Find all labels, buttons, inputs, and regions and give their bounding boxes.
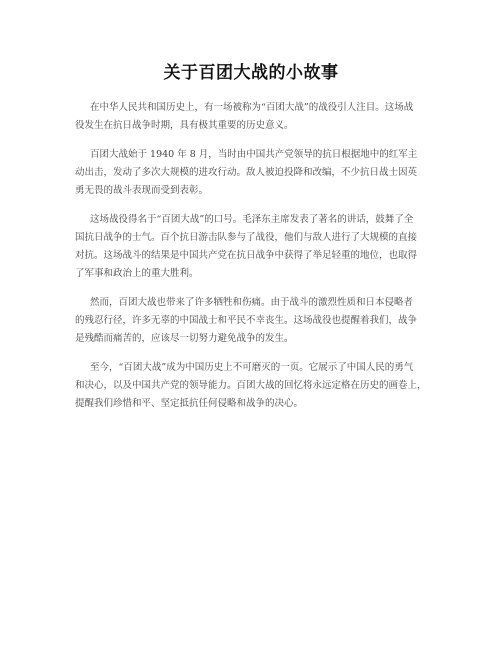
paragraph-1 xyxy=(75,99,435,135)
paragraph-line: 至今，“百团大战”成为中国历史上不可磨灭的一页。它展示了中国人民的勇气 xyxy=(90,362,414,373)
paragraph-line: 这场战役得名于“百团大战”的口号。毛泽东主席发表了著名的讲话，鼓舞了全 xyxy=(90,214,414,225)
paragraph-line: 国抗日战争的士气。百个抗日游击队参与了战役，他们与敌人进行了大规模的直接 xyxy=(75,232,418,243)
paragraph-line: 百团大战始于 1940 年 8 月，当时由中国共产党领导的抗日根据地中的红军主 xyxy=(90,149,418,160)
paragraph-line: 对抗。这场战斗的结果是中国共产党在抗日战争中获得了举足轻重的地位，也取得 xyxy=(75,250,418,261)
paragraph-line: 役发生在抗日战争时期，具有极其重要的历史意义。 xyxy=(75,120,294,131)
paragraph-line: 提醒我们珍惜和平、坚定抵抗任何侵略和战争的决心。 xyxy=(75,398,304,409)
paragraph-5 xyxy=(75,359,435,413)
paragraph-line: 是残酷而痛苦的，应该尽一切努力避免战争的发生。 xyxy=(75,333,294,344)
paragraph-2 xyxy=(75,146,435,200)
paragraph-line: 在中华人民共和国历史上，有一场被称为“百团大战”的战役引人注目。这场战 xyxy=(90,102,414,113)
document-body xyxy=(75,99,435,424)
paragraph-line: 然而，百团大战也带来了许多牺牲和伤痛。由于战斗的激烈性质和日本侵略者 xyxy=(90,297,414,308)
paragraph-4 xyxy=(75,294,435,348)
paragraph-line: 了军事和政治上的重大胜利。 xyxy=(75,268,199,279)
document-title: 关于百团大战的小故事 xyxy=(163,63,339,83)
paragraph-line: 的残忍行径，许多无辜的中国战士和平民不幸丧生。这场战役也提醒着我们，战争 xyxy=(75,315,418,326)
paragraph-line: 勇无畏的战斗表现而受到表彰。 xyxy=(75,185,209,196)
paragraph-line: 动出击，发动了多次大规模的进攻行动。敌人被迫投降和改编，不少抗日战士因英 xyxy=(75,167,418,178)
paragraph-line: 和决心，以及中国共产党的领导能力。百团大战的回忆将永远定格在历史的画卷上， xyxy=(75,380,427,391)
paragraph-3 xyxy=(75,211,435,283)
